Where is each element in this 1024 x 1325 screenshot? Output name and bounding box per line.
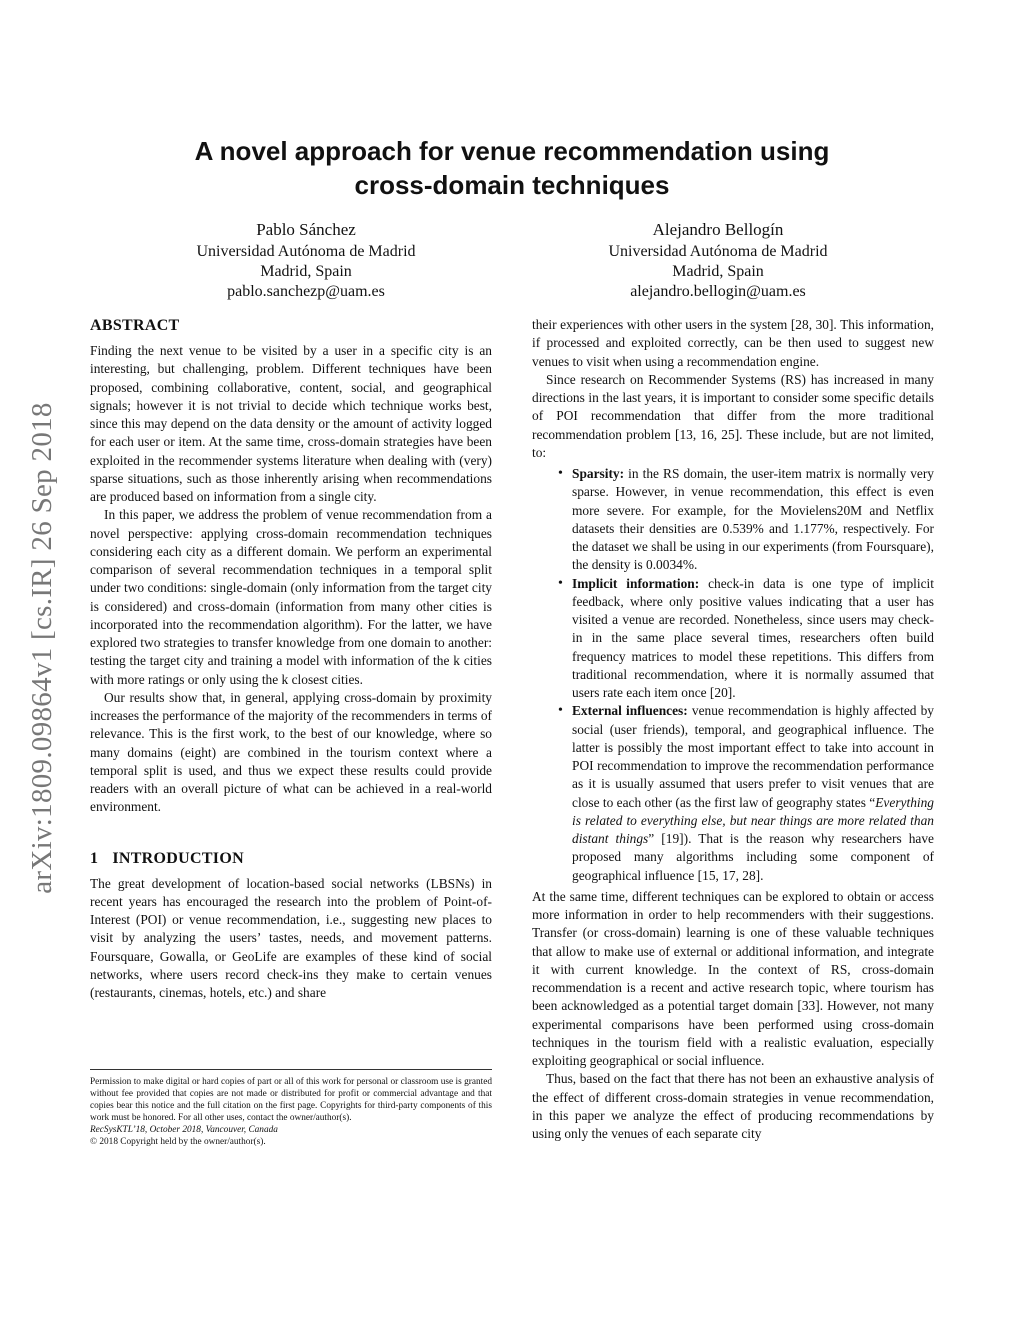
- abstract-paragraph-3: Our results show that, in general, applying cross-domain by proximity increases the performance of the majority of the recommenders in terms of relevance. This is the first work, to the best of our knowledge, where so many domains (eight) are combined in the tourism context where a temporal split is used, and thus we expect these results could provide readers with an overall picture of what can be achieved in a real-world environment.: [90, 689, 492, 815]
- list-item-tail: ” [19]). That is the reason why researchers have proposed many algorithms including some component of geographical influence [15, 17, 28].: [572, 831, 934, 883]
- author-location: Madrid, Spain: [260, 263, 352, 280]
- author-location: Madrid, Spain: [672, 263, 764, 280]
- abstract-paragraph-2: In this paper, we address the problem of venue recommendation from a novel perspective: applying cross-domain recommendation techniques considering each city as a different domain. We perform an experimental comparison of several recommendation techniques in a temporal split under two conditions: single-domain (only information from the target city is considered) and cross-domain (information from many other cities is incorporated into the recommendation algorithm). For the latter, we have explored two strategies to transfer knowledge from one domain to another: testing the target city and training a model with information of the k cities with more ratings or only using the k closest cities.: [90, 507, 492, 687]
- list-item-text: check-in data is one type of implicit feedback, where only positive values indicating that a user has visited a venue are recorded. Nonetheless, since users may check-in in the same place several times, researchers often build frequency matrices to model these repetitions. This differs from traditional recommendation, where it is normally assumed that users rate each item once [20].: [572, 575, 934, 700]
- author-block-2: [538, 220, 898, 302]
- author-block-1: [126, 220, 486, 302]
- list-item-text: in the RS domain, the user-item matrix is normally very sparse. However, in venue recommendation, this effect is even more severe. For example, for the Movielens20M and Netflix datasets their densities are 0.539% and 1.177%, respectively. For the dataset we shall be using in our experiments (from Foursquare), the density is 0.0034%.: [572, 466, 934, 573]
- permission-notice: Permission to make digital or hard copies of part or all of this work for personal or classroom use is granted without fee provided that copies are not made or distributed for profit or commercial advantage and that copies bear this notice and the full citation on the first page. Copyrights for third-party components of this work must be honored. For all other uses, contact the owner/author(s).: [90, 1077, 492, 1123]
- abstract-heading: ABSTRACT: [90, 317, 180, 334]
- author-email: alejandro.bellogin@uam.es: [630, 283, 806, 300]
- list-item-lead: External influences:: [572, 703, 688, 719]
- list-item-lead: Implicit information:: [572, 575, 700, 591]
- paper-title-line-2: cross-domain techniques: [354, 170, 670, 200]
- copyright-notice: © 2018 Copyright held by the owner/author(s).: [90, 1137, 266, 1147]
- conference-venue: RecSysKTL’18, October 2018, Vancouver, Canada: [90, 1125, 278, 1135]
- footnote-divider: [90, 1069, 492, 1070]
- list-item: [572, 575, 934, 703]
- cross-domain-paragraph: At the same time, different techniques can be explored to obtain or access more information in order to help recommenders with their suggestions. Transfer (or cross-domain) learning is one of these valuable techniques that allow to make use of external or additional information, and integrate it with current knowledge. In the context of RS, cross-domain recommendation is a recent and active research topic, where tourism has been acknowledged as a potential target domain [33]. However, not many experimental comparisons have been performed using cross-domain techniques in the tourism field with a realistic evaluation, especially exploiting geographical or social influence.: [532, 888, 934, 1068]
- copyright-footnote: [90, 1069, 492, 1148]
- paper-title-line-1: A novel approach for venue recommendation using: [194, 136, 830, 166]
- poi-details-paragraph: Since research on Recommender Systems (RS) has increased in many directions in the last years, it is important to consider some specific details of POI recommendation that differ from the more traditional recommendation problem [13, 16, 25]. These include, but are not limited, to:: [532, 371, 934, 460]
- analysis-paragraph: Thus, based on the fact that there has not been an exhaustive analysis of the effect of different cross-domain strategies in venue recommendation, in this paper we analyze the effect of producing recommendations by using only the venues of each separate city: [532, 1071, 934, 1141]
- introduction-paragraph-1: The great development of location-based social networks (LBSNs) in recent years has encouraged the research into the problem of Point-of-Interest (POI) or venue recommendation, i.e., suggesting new places to visit by analyzing the users’ tastes, needs, and movement patterns. Foursquare, Gowalla, or GeoLife are examples of these kind of social networks, where users record check-ins they make to certain venues (restaurants, cinemas, hotels, etc.) and share: [90, 875, 492, 1000]
- author-affiliation: Universidad Autónoma de Madrid: [608, 243, 828, 260]
- author-name: Alejandro Bellogín: [652, 220, 784, 239]
- poi-challenges-list: [532, 465, 934, 885]
- author-name: Pablo Sánchez: [256, 220, 356, 239]
- list-item: [572, 465, 934, 575]
- list-item-lead: Sparsity:: [572, 466, 625, 481]
- geography-law-quote: Everything is related to everything else, but near things are more related than distant things: [572, 794, 934, 846]
- left-column: [90, 316, 492, 1002]
- section-title: INTRODUCTION: [112, 849, 244, 867]
- continued-paragraph: their experiences with other users in the system [28, 30]. This information, if processed and exploited correctly, can be then used to suggest new venues to visit when using a recommendation engine.: [532, 317, 934, 369]
- introduction-heading: [90, 849, 492, 869]
- paper-title: [120, 134, 904, 202]
- arxiv-identifier-stamp: arXiv:1809.09864v1 [cs.IR] 26 Sep 2018: [26, 402, 58, 894]
- right-column: [532, 316, 934, 1143]
- section-number: 1: [90, 849, 99, 867]
- abstract-paragraph-1: Finding the next venue to be visited by a user in a specific city is an interesting, but challenging, problem. Different techniques have been proposed, combining collaborative, content, social, and geographical signals; however it is not trivial to decide which technique works best, since this may depend on the data density or the amount of activity logged for each user or item. At the same time, cross-domain strategies have been exploited in the recommender systems literature when dealing with (very) sparse situations, such as those inherently arising when recommendations are produced based on information from a single city.: [90, 343, 492, 504]
- list-item: [572, 702, 934, 885]
- author-affiliation: Universidad Autónoma de Madrid: [196, 243, 416, 260]
- author-email: pablo.sanchezp@uam.es: [227, 283, 385, 300]
- list-item-text: venue recommendation is highly affected by social (user friends), temporal, and geographical influence. The latter is possibly the most important effect to take into account in POI recommendation to improve the recommendation performance as it is usually assumed that users prefer to visit venues that are close to each other (as the first law of geography states “: [572, 703, 934, 810]
